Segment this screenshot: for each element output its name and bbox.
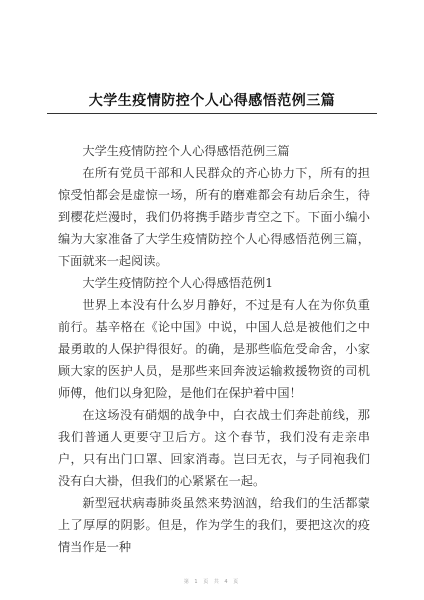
body-paragraph: 新型冠状病毒肺炎虽然来势汹汹，给我们的生活都蒙上了厚厚的阴影。但是，作为学生的我们，要把这次的疫情当作是一种 [58, 496, 370, 554]
document-body [58, 140, 370, 558]
body-paragraph: 世界上本没有什么岁月静好，不过是有人在为你负重前行。基辛格在《论中国》中说，中国人总是被他们之中最勇敢的人保护得很好。的确，是那些临危受命舍，小家顾大家的医护人员，是那些来回奔波运输救援物资的司机师傅，他们以身犯险，是他们在保护着中国！ [58, 298, 370, 400]
page-footer: 第 1 页 共 4 页 [183, 579, 241, 585]
body-paragraph: 大学生疫情防控个人心得感悟范例1 [82, 276, 273, 290]
body-paragraph: 在所有党员干部和人民群众的齐心协力下，所有的担惊受怕都会是虚惊一场，所有的磨难都会有劫后余生，待到樱花烂漫时，我们仍将携手踏步青空之下。下面小编小编为大家准备了大学生疫情防控个人心得感悟范例三篇，下面就来一起阅读。 [58, 166, 370, 268]
document-title: 大学生疫情防控个人心得感悟范例三篇 [88, 93, 336, 109]
body-paragraph: 在这场没有硝烟的战争中，白衣战士们奔赴前线，那我们普通人更要守卫后方。这个春节，我们没有走亲串户，只有出门口罩、回家消毒。岂曰无衣，与子同袍我们没有白大褂，但我们的心紧紧在一起。 [58, 408, 370, 488]
title-divider [47, 113, 377, 114]
body-paragraph: 大学生疫情防控个人心得感悟范例三篇 [82, 144, 290, 158]
